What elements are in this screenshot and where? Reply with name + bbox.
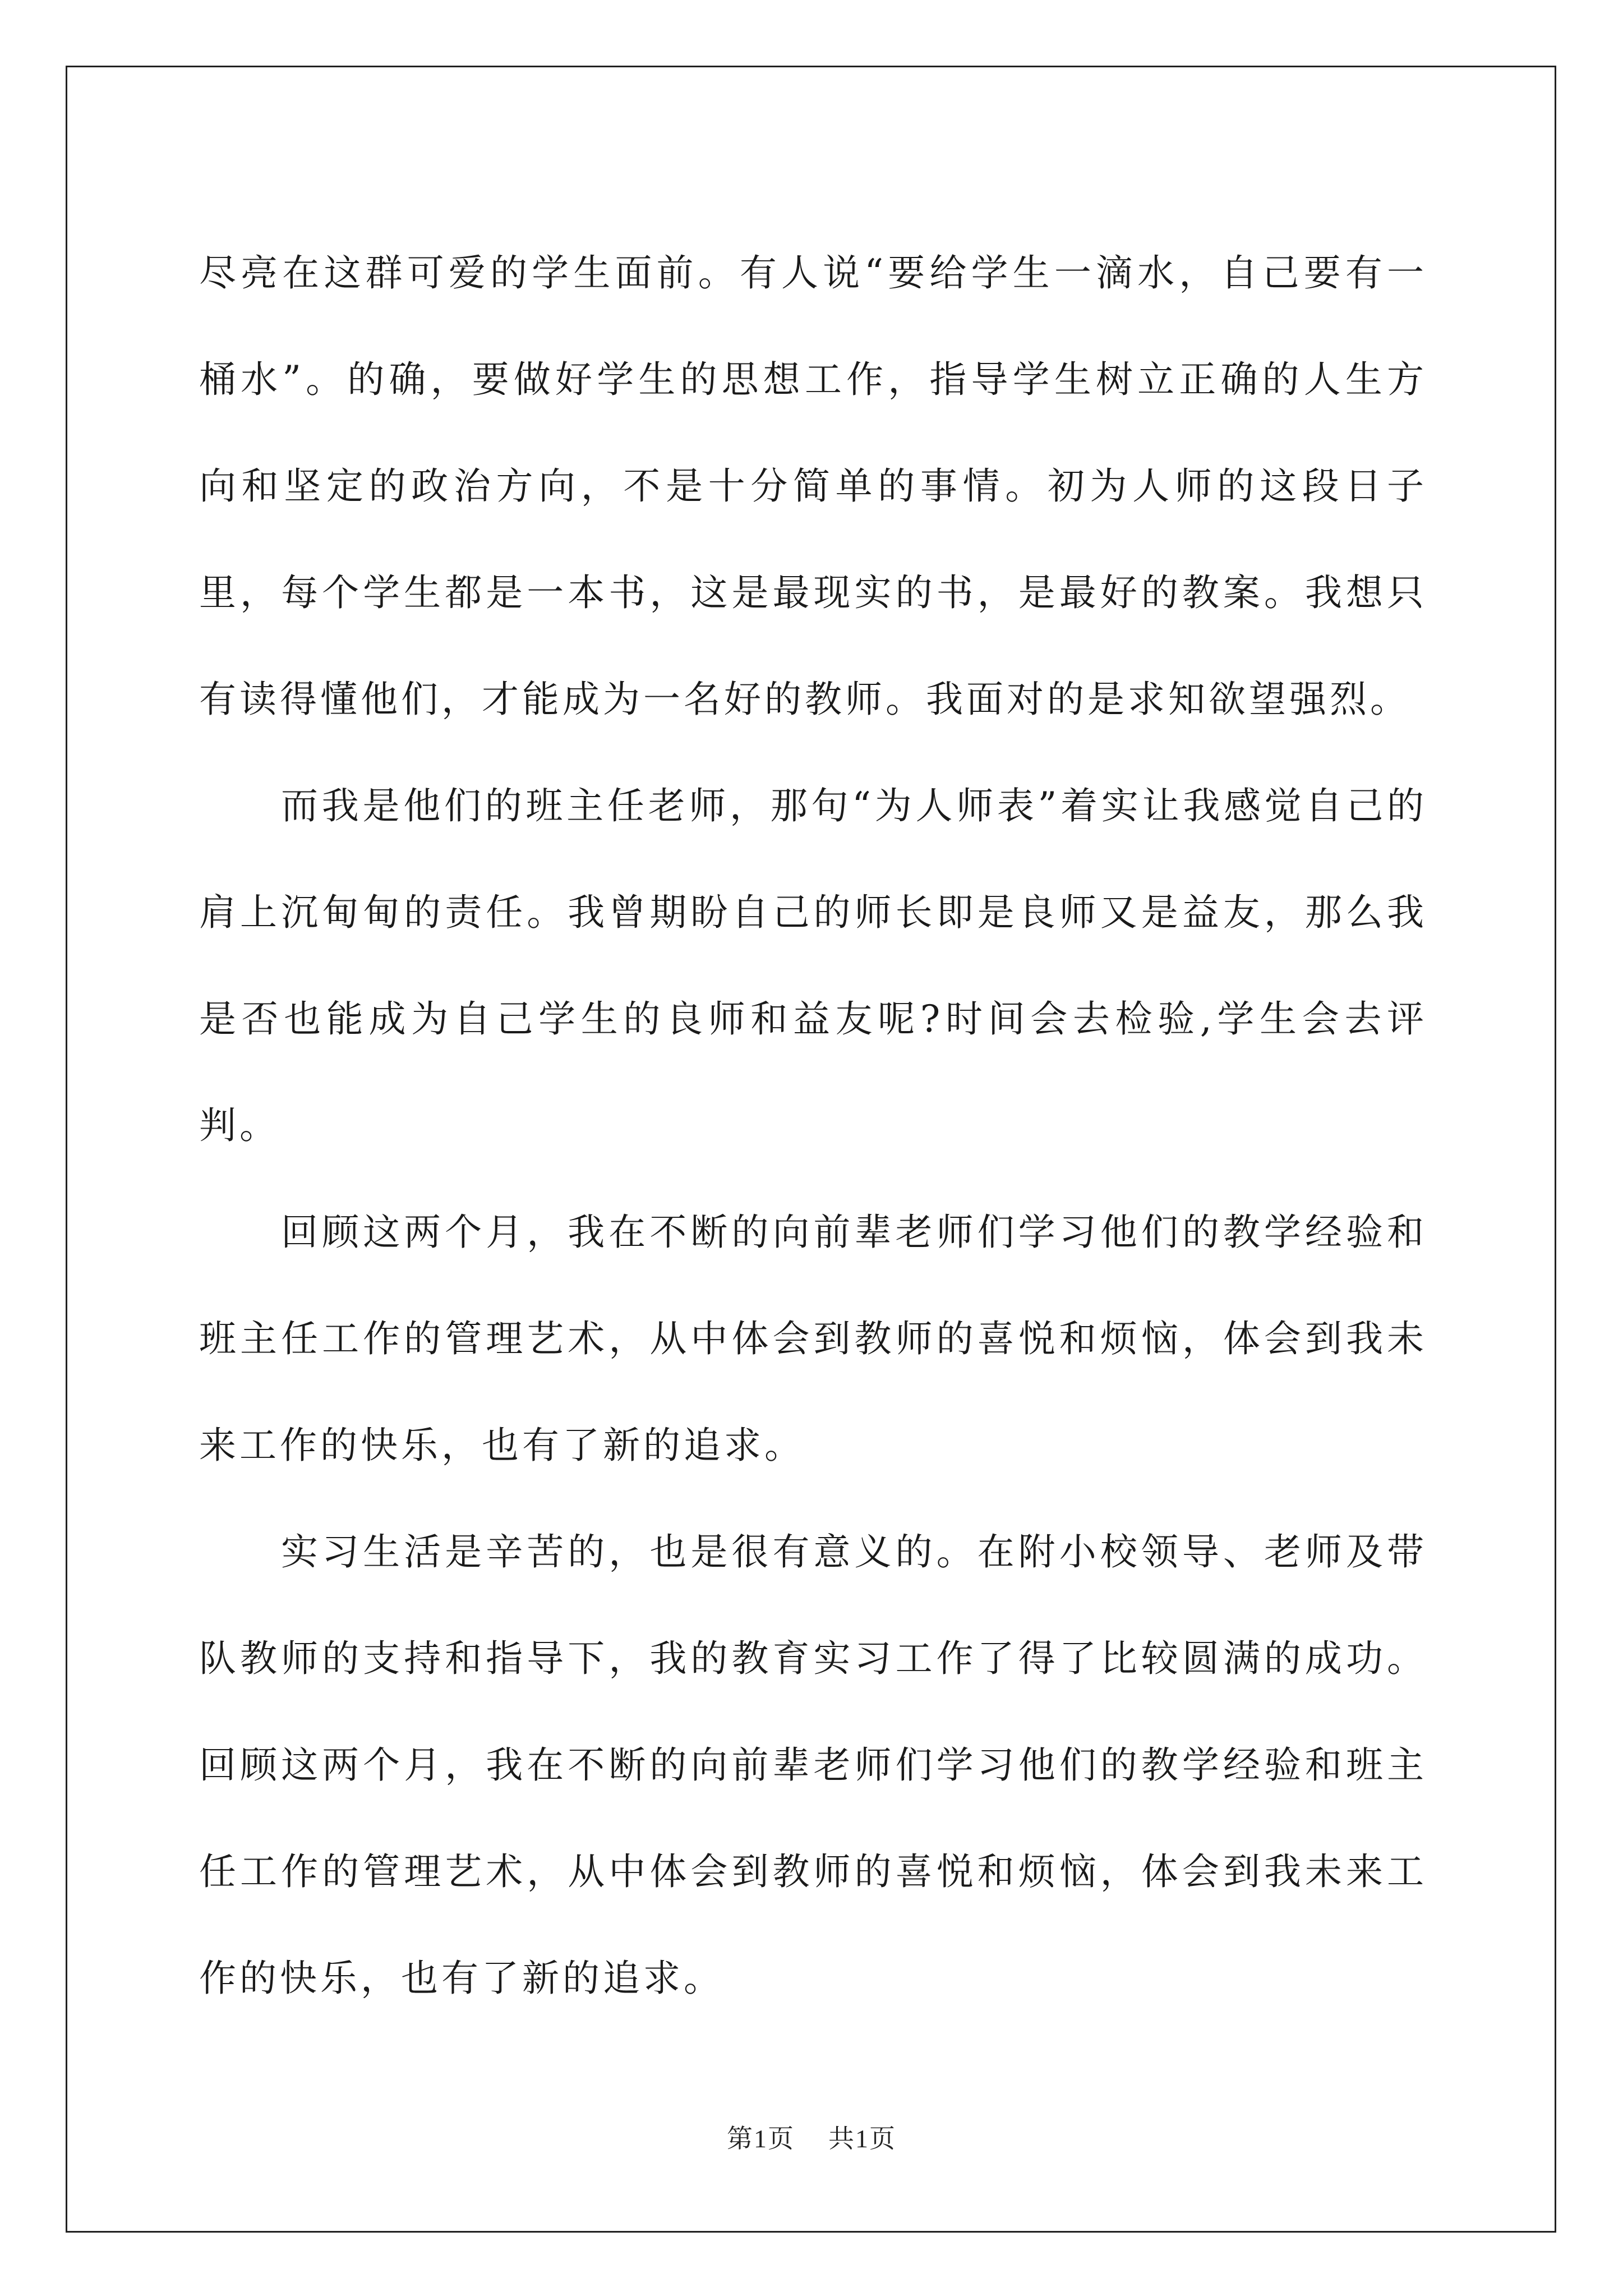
paragraph-3: 回顾这两个月，我在不断的向前辈老师们学习他们的教学经验和班主任工作的管理艺术，从中体会到教师的喜悦和烦恼，体会到我未来工作的快乐，也有了新的追求。 <box>199 1211 1427 1467</box>
paragraph-1: 尽亮在这群可爱的学生面前。有人说“要给学生一滴水，自己要有一桶水”。的确，要做好学生的思想工作，指导学生树立正确的人生方向和坚定的政治方向，不是十分简单的事情。初为人师的这段日子里，每个学生都是一本书，这是最现实的书，是最好的教案。我想只有读得懂他们，才能成为一名好的教师。我面对的是求知欲望强烈。 <box>199 251 1427 721</box>
document-body <box>199 220 1427 2032</box>
page-footer <box>0 2118 1623 2155</box>
page-number-total: 共1页 <box>828 2124 896 2153</box>
page-number-current: 第1页 <box>727 2124 795 2153</box>
paragraph-2: 而我是他们的班主任老师，那句“为人师表”着实让我感觉自己的肩上沉甸甸的责任。我曾期盼自己的师长即是良师又是益友，那么我是否也能成为自己学生的良师和益友呢?时间会去检验,学生会去评判。 <box>199 784 1427 1147</box>
paragraph-4: 实习生活是辛苦的，也是很有意义的。在附小校领导、老师及带队教师的支持和指导下，我的教育实习工作了得了比较圆满的成功。回顾这两个月，我在不断的向前辈老师们学习他们的教学经验和班主任工作的管理艺术，从中体会到教师的喜悦和烦恼，体会到我未来工作的快乐，也有了新的追求。 <box>199 1530 1427 2000</box>
